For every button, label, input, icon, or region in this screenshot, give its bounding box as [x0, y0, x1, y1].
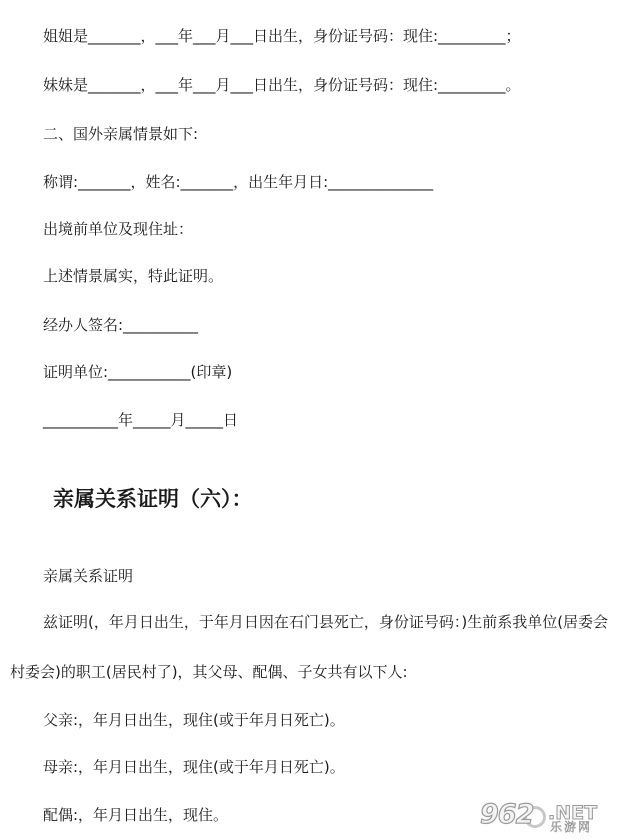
mother-line: 母亲:，年月日出生，现住(或于年月日死亡)。: [43, 758, 345, 776]
watermark-site-name: 乐游网: [550, 820, 593, 834]
previous-unit-line: 出境前单位及现住址：: [43, 220, 194, 238]
watermark-tld: .NET: [548, 802, 598, 824]
section-heading: 亲属关系证明（六）：: [53, 487, 253, 511]
certifying-unit-line: 证明单位:___________(印章): [43, 363, 233, 381]
watermark-number: 962: [480, 799, 534, 830]
certificate-paragraph-line2: 村委会)的职工(居民村了)，其父母、配偶、子女共有以下人:: [10, 663, 408, 681]
certificate-paragraph-line1: 兹证明(，年月日出生，于年月日因在石门县死亡，身份证号码：)生前系我单位(居委会: [43, 613, 609, 631]
certification-statement: 上述情景属实，特此证明。: [43, 267, 224, 285]
father-line: 父亲:，年月日出生，现住(或于年月日死亡)。: [43, 711, 345, 729]
title-name-birth-line: 称谓:_______，姓名:_______，出生年月日:______________: [43, 173, 434, 191]
sister-younger-line: 妹妹是_______，___年___月___日出生，身份证号码：现住:_________。: [43, 76, 521, 94]
overseas-relatives-heading: 二、国外亲属情景如下:: [43, 125, 199, 143]
spouse-line: 配偶:，年月日出生，现住。: [43, 806, 229, 824]
date-line: __________年_____月_____日: [43, 411, 239, 429]
sister-elder-line: 姐姐是_______，___年___月___日出生，身份证号码：现住:_________；: [43, 27, 521, 45]
site-watermark: [480, 800, 612, 834]
section2-title: 亲属关系证明: [43, 567, 134, 585]
handler-signature-line: 经办人签名:__________: [43, 316, 199, 334]
